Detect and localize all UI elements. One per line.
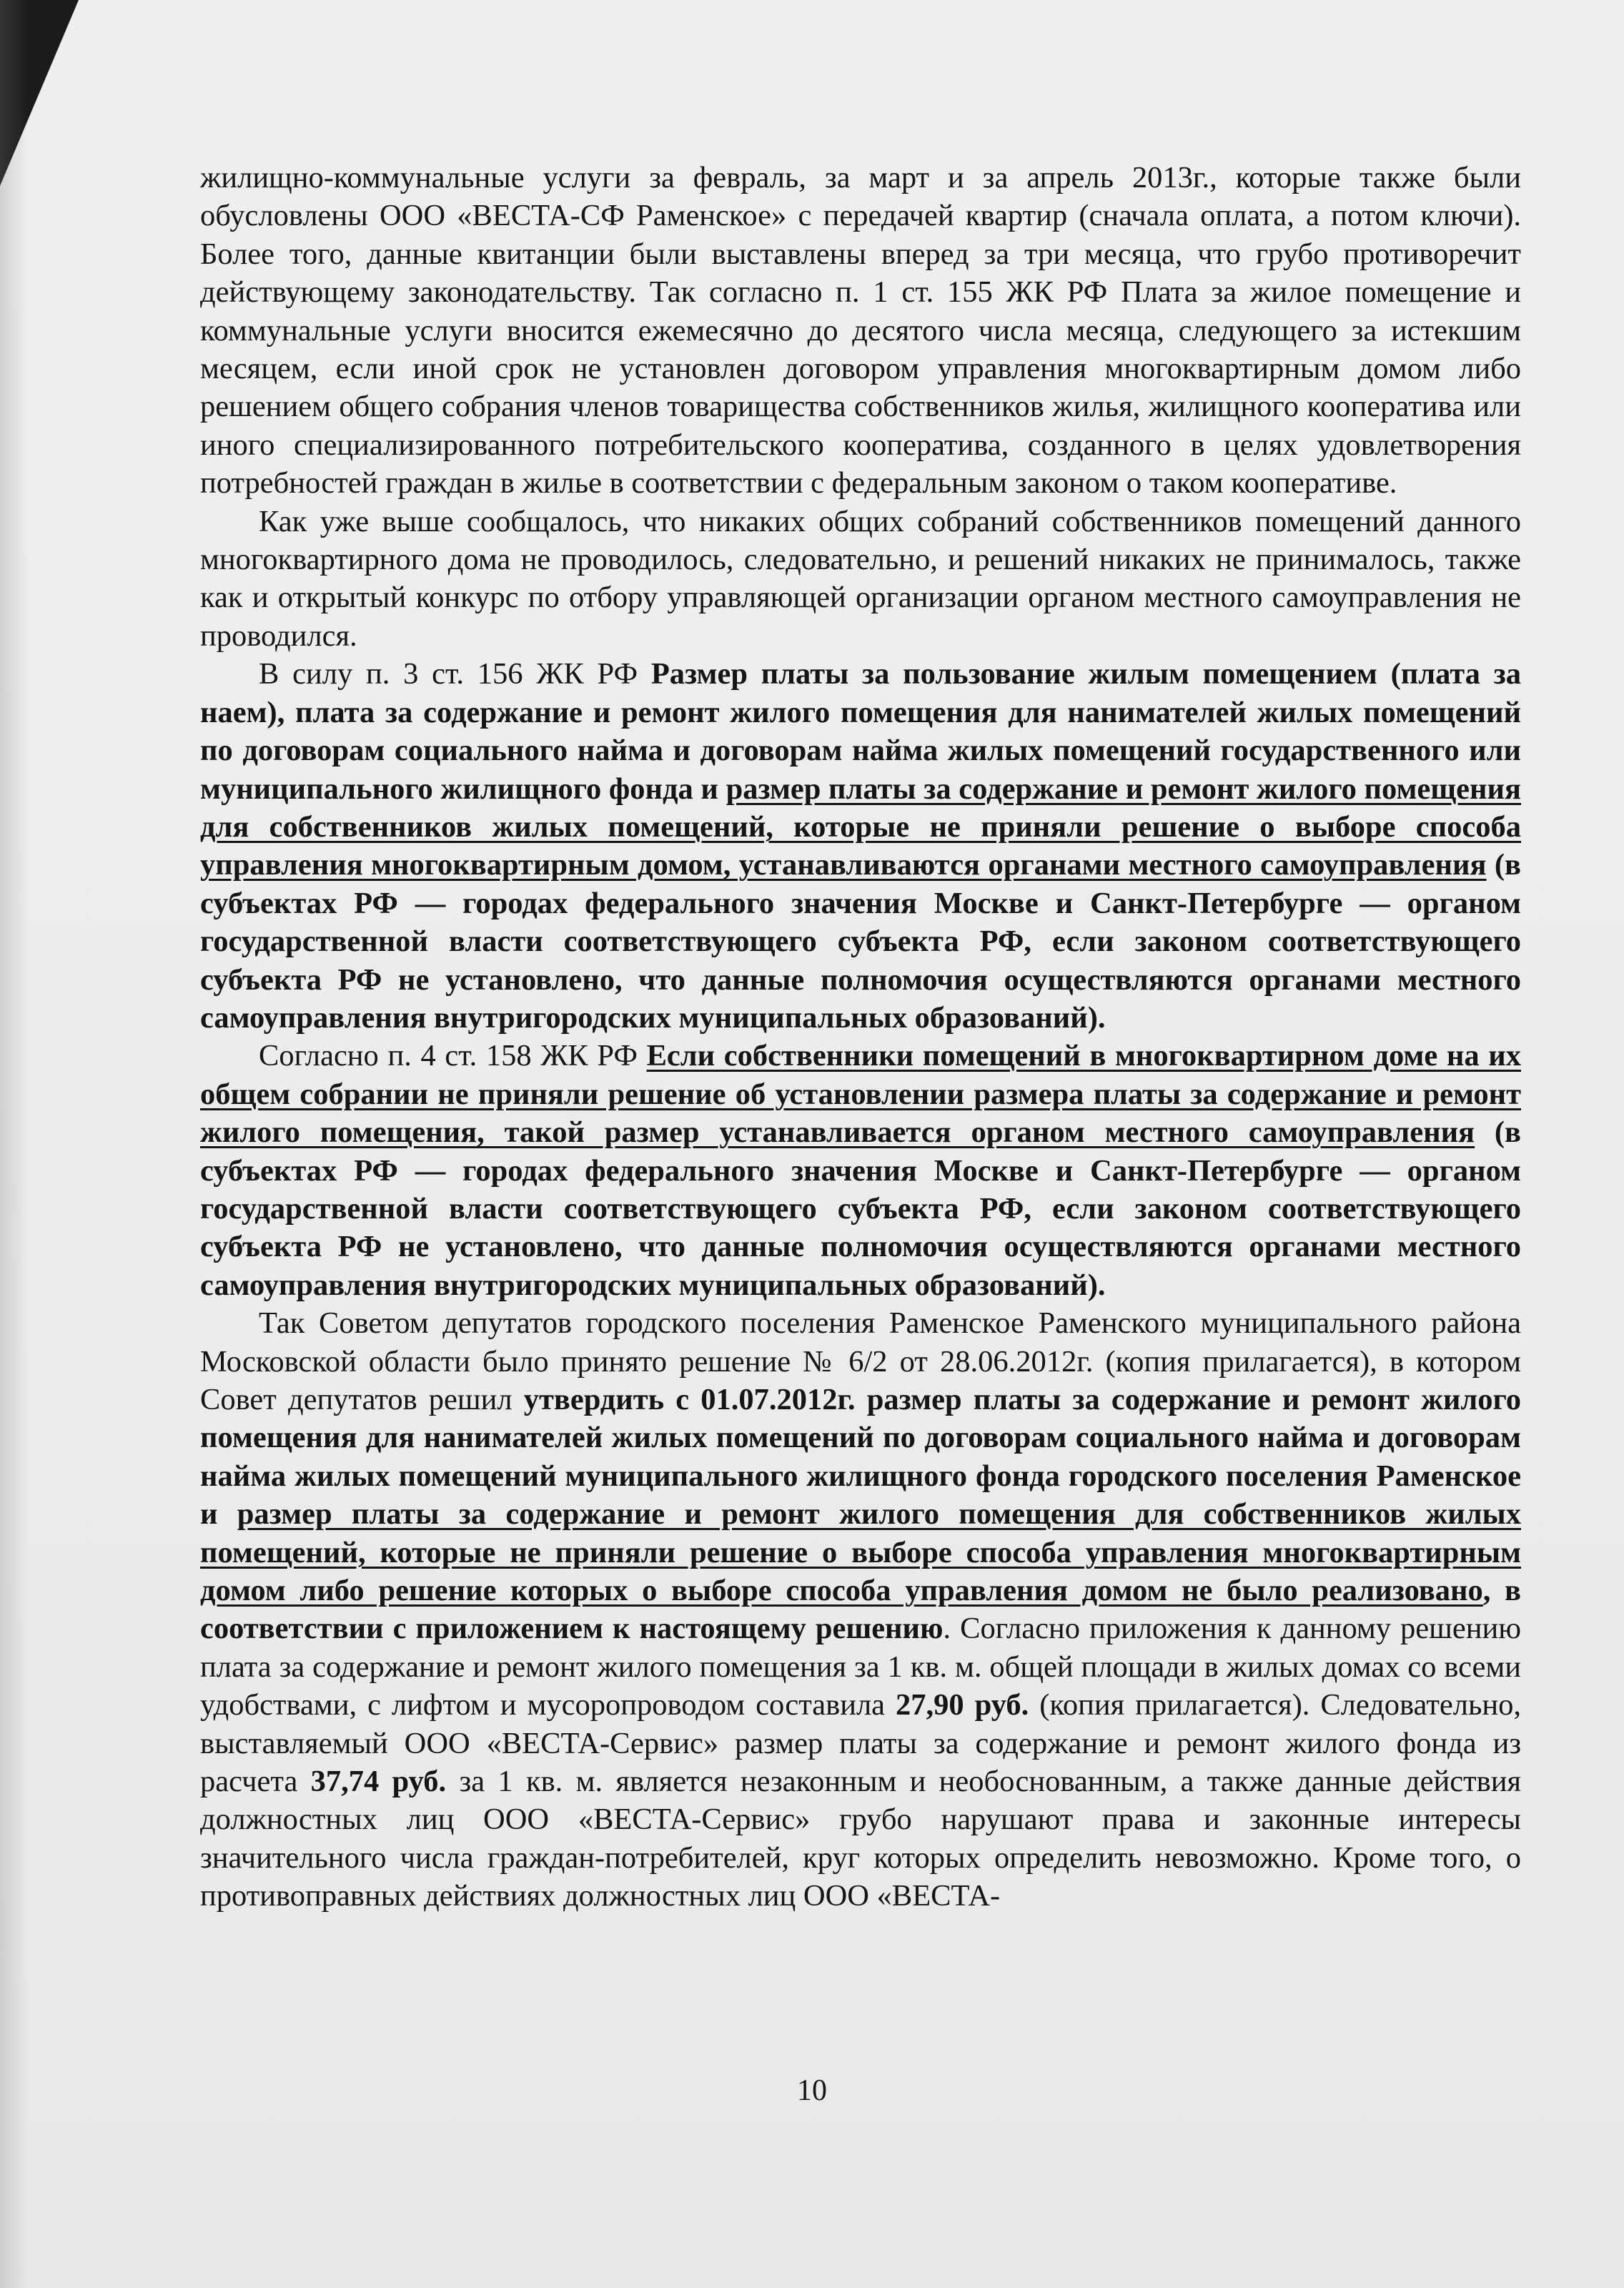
document-body <box>200 159 1521 1915</box>
bold-text: Размер платы за пользование жилым помещением (плата за наем), плата за содержание и ремонт жилого помещения для нанимателей жилых помещений по договорам социального найма и договорам найма жилых помещений государственного или муниципального жилищного фонда и <box>200 657 1521 806</box>
text-run: Согласно п. 4 ст. 158 ЖК РФ <box>259 1039 647 1073</box>
paragraph <box>200 655 1521 1037</box>
text-run: (копия прилагается). Следовательно, выставляемый ООО «ВЕСТА-Сервис» размер платы за содержание и ремонт жилого фонда из расчета <box>200 1688 1521 1799</box>
bold-underlined-text: размер платы за содержание и ремонт жилого помещения для собственников жилых помещений, которые не приняли решение о выборе способа управления многоквартирным домом, устанавливаются органами местного самоуправления <box>200 771 1521 882</box>
scan-edge-shade <box>0 0 29 2288</box>
paragraph <box>200 503 1521 656</box>
bold-text: утвердить с 01.07.2012г. размер платы за содержание и ремонт жилого помещения для нанимателей жилых помещений по договорам социального найма и договорам найма жилых помещений муниципального жилищного фонда городского поселения Раменское и <box>200 1383 1522 1532</box>
bold-text: 27,90 руб. <box>896 1688 1029 1722</box>
bold-underlined-text: размер платы за содержание и ремонт жилого помещения для собственников жилых помещений, которые не приняли решение о выборе способа управления многоквартирным домом либо решение которых о выборе способа управления домом не было реализовано <box>200 1497 1521 1608</box>
bold-text: (в субъектах РФ — городах федерального значения Москве и Санкт-Петербурге — органом государственной власти соответствующего субъекта РФ, если законом соответствующего субъекта РФ не установлено, что данные полномочия осуществляются органами местного самоуправления внутригородских муниципальных образований). <box>200 848 1521 1035</box>
text-run: Как уже выше сообщалось, что никаких общих собраний собственников помещений данного многоквартирного дома не проводилось, следовательно, и решений никаких не принималось, также как и открытый конкурс по отбору управляющей организации органом местного самоуправления не проводился. <box>200 504 1521 653</box>
bold-text: , в соответствии с приложением к настоящему решению <box>200 1574 1522 1646</box>
text-run: за 1 кв. м. является незаконным и необоснованным, а также данные действия должностных лиц ООО «ВЕСТА-Сервис» грубо нарушают права и законные интересы значительного числа граждан-потребителей, круг которых определить невозможно. Кроме того, о противоправных действиях должностных лиц ООО «ВЕСТА- <box>200 1765 1521 1913</box>
paragraph <box>200 1037 1521 1304</box>
bold-text: 37,74 руб. <box>310 1765 447 1799</box>
text-run: . Согласно приложения к данному решению плата за содержание и ремонт жилого помещения за 1 кв. м. общей площади в жилых домах со всеми удобствами, с лифтом и мусоропроводом составила <box>200 1612 1521 1722</box>
text-run: жилищно-коммунальные услуги за февраль, за март и за апрель 2013г., которые также были обусловлены ООО «ВЕСТА-СФ Раменское» с передачей квартир (сначала оплата, а потом ключи). Более того, данные квитанции были выставлены вперед за три месяца, что грубо противоречит действующему законодательству. Так согласно п. 1 ст. 155 ЖК РФ Плата за жилое помещение и коммунальные услуги вносится ежемесячно до десятого числа месяца, следующего за истекшим месяцем, если иной срок не установлен договором управления многоквартирным домом либо решением общего собрания членов товарищества собственников жилья, жилищного кооператива или иного специализированного потребительского кооператива, созданного в целях удовлетворения потребностей граждан в жилье в соответствии с федеральным законом о таком кооперативе. <box>200 161 1521 500</box>
text-run: Так Советом депутатов городского поселения Раменское Раменского муниципального района Московской области было принято решение № 6/2 от 28.06.2012г. (копия прилагается), в котором Совет депутатов решил <box>200 1306 1521 1416</box>
paragraph <box>200 1304 1521 1915</box>
text-run: В силу п. 3 ст. 156 ЖК РФ <box>259 657 651 691</box>
paragraph <box>200 159 1521 503</box>
page-number: 10 <box>797 2074 827 2107</box>
bold-text: (в субъектах РФ — городах федерального значения Москве и Санкт-Петербурге — органом государственной власти соответствующего субъекта РФ, если законом соответствующего субъекта РФ не установлено, что данные полномочия осуществляются органами местного самоуправления внутригородских муниципальных образований). <box>200 1115 1521 1302</box>
bold-underlined-text: Если собственники помещений в многоквартирном доме на их общем собрании не приняли решение об установлении размера платы за содержание и ремонт жилого помещения, такой размер устанавливается органом местного самоуправления <box>200 1039 1522 1150</box>
